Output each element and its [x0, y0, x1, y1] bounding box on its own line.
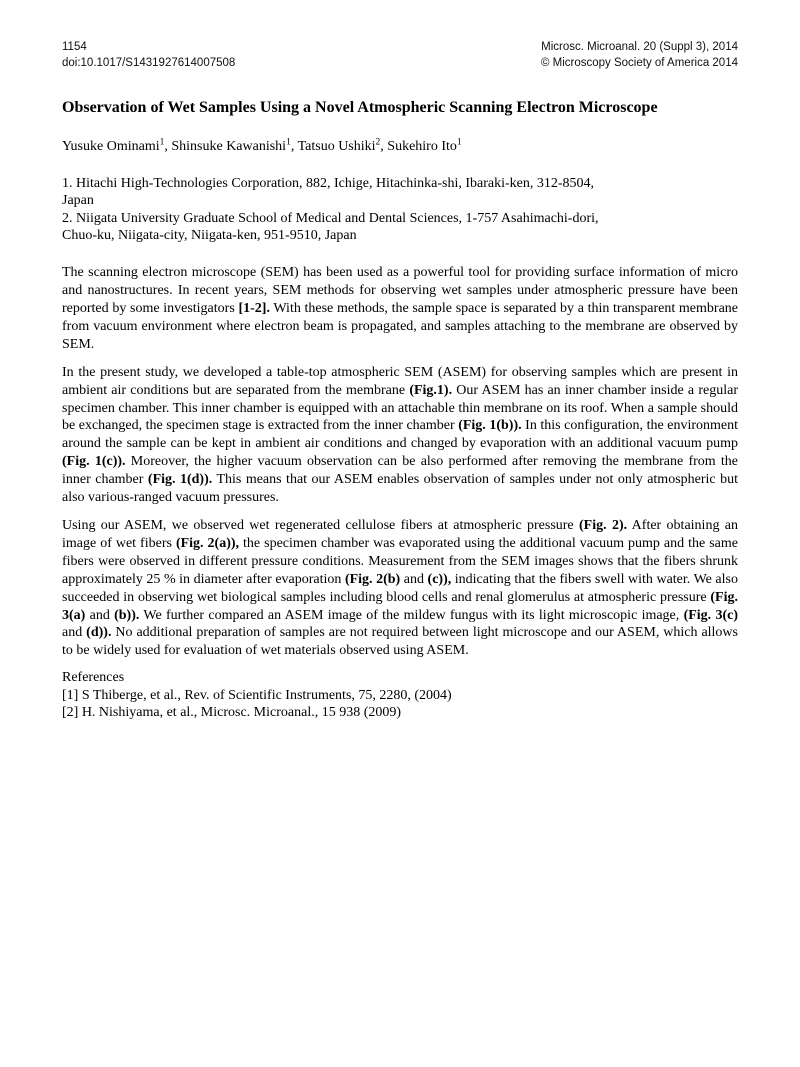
abstract-paragraph-2: In the present study, we developed a table-top atmospheric SEM (ASEM) for observing samples which are present in ambient air conditions but are separated from the membrane (Fig.1). Our ASEM has an inner chamber inside a regular specimen chamber. This inner chamber is equipped with an attachable thin membrane on its roof. When a sample should be exchanged, the specimen stage is extracted from the inner chamber (Fig. 1(b)). In this configuration, the environment around the sample can be kept in ambient air conditions and changed by evaporation with an additional vacuum pump (Fig. 1(c)). Moreover, the higher vacuum observation can be also performed after removing the membrane from the inner chamber (Fig. 1(d)). This means that our ASEM enables observation of samples under not only atmospheric but also various-ranged vacuum pressures.	[62, 364, 738, 506]
article-title: Observation of Wet Samples Using a Novel Atmospheric Scanning Electron Microscope	[62, 99, 658, 116]
author-affiliation-mark: 2	[375, 137, 381, 148]
affiliations-block	[62, 175, 738, 244]
references-section	[62, 669, 738, 721]
header-left	[62, 40, 235, 71]
abstract-paragraph-1: The scanning electron microscope (SEM) has been used as a powerful tool for providing surface information of micro and nanostructures. In recent years, SEM methods for observing wet samples under atmospheric pressure have been reported by some investigators [1-2]. With these methods, the sample space is separated by a thin transparent membrane from vacuum environment where electron beam is propagated, and samples attaching to the membrane are observed by SEM.	[62, 265, 738, 352]
affiliation-line: 1. Hitachi High-Technologies Corporation, 882, Ichige, Hitachinka-shi, Ibaraki-ken, 312-8504,	[62, 176, 595, 191]
author-affiliation-mark: 1	[159, 137, 165, 148]
abstract-paragraph-3: Using our ASEM, we observed wet regenerated cellulose fibers at atmospheric pressure (Fig. 2). After obtaining an image of wet fibers (Fig. 2(a)), the specimen chamber was evaporated using the additional vacuum pump and the same fibers were observed in different pressure conditions. Measurement from the SEM images shows that the fibers shrunk approximately 25 % in diameter after evaporation (Fig. 2(b) and (c)), indicating that the fibers swell with water. We also succeeded in observing wet biological samples including blood cells and renal glomerulus at atmospheric pressure (Fig. 3(a) and (b)). We further compared an ASEM image of the mildew fungus with its light microscopic image, (Fig. 3(c) and (d)). No additional preparation of samples are not required between light microscope and our ASEM, which allows to be widely used for evaluation of wet materials observed using ASEM.	[62, 517, 738, 659]
references-heading: References	[62, 670, 125, 686]
journal-citation: Microsc. Microanal. 20 (Suppl 3), 2014	[541, 41, 738, 53]
author-name: , Tatsuo Ushiki	[290, 139, 376, 154]
author-line	[62, 138, 738, 156]
copyright-notice: © Microscopy Society of America 2014	[540, 56, 738, 69]
header-right	[541, 40, 738, 71]
journal-header	[62, 40, 738, 71]
affiliation-line: Chuo-ku, Niigata-city, Niigata-ken, 951-9510, Japan	[62, 227, 357, 243]
author-affiliation-mark: 1	[286, 137, 291, 148]
doi-text: doi:10.1017/S1431927614007508	[62, 56, 236, 69]
author-affiliation-mark: 1	[456, 137, 462, 148]
author-name: , Shinsuke Kawanishi	[164, 139, 287, 154]
page-number: 1154	[62, 41, 87, 53]
reference-item: [2] H. Nishiyama, et al., Microsc. Microanal., 15 938 (2009)	[62, 704, 402, 720]
affiliation-line: 2. Niigata University Graduate School of Medical and Dental Sciences, 1-757 Asahimachi-dori,	[62, 210, 599, 226]
author-name: , Sukehiro Ito	[380, 139, 457, 154]
affiliation-line: Japan	[62, 193, 94, 209]
reference-item: [1] S Thiberge, et al., Rev. of Scientific Instruments, 75, 2280, (2004)	[62, 687, 452, 703]
author-name: Yusuke Ominami	[62, 139, 160, 154]
